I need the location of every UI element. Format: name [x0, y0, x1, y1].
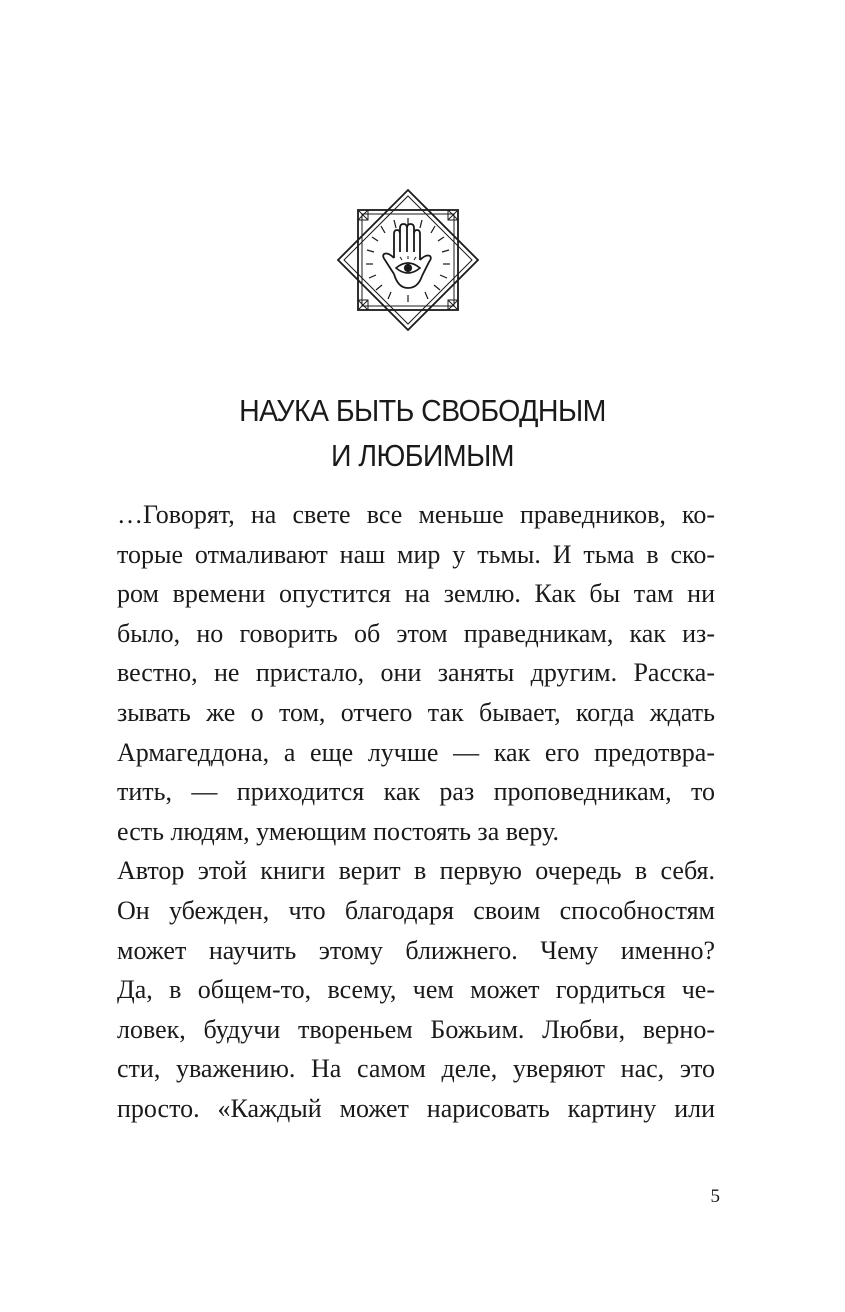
text-line: Он убежден, что благодаря своим способностям	[117, 895, 715, 925]
chapter-title-line-2: И ЛЮБИМЫМ	[331, 438, 514, 473]
hamsa-hand-eye-icon	[336, 188, 480, 332]
text-line: вестно, не пристало, они заняты другим. Расска-	[117, 658, 715, 688]
text-line: торые отмаливают наш мир у тьмы. И тьма в ско-	[117, 539, 715, 569]
body-text	[117, 495, 715, 1129]
hamsa-emblem-icon	[336, 188, 480, 332]
text-line: просто. «Каждый может нарисовать картину или	[117, 1093, 715, 1123]
page-number: 5	[710, 1186, 720, 1207]
paragraph-2	[117, 851, 715, 1128]
text-line: ром времени опустится на землю. Как бы там ни	[117, 579, 715, 609]
text-line: тить, — приходится как раз проповедникам, то	[117, 777, 715, 807]
text-line: ловек, будучи твореньем Божьим. Любви, верно-	[117, 1014, 715, 1044]
paragraph-1	[117, 495, 715, 851]
chapter-title	[34, 388, 811, 478]
text-line: сти, уважению. На самом деле, уверяют нас, это	[117, 1054, 715, 1084]
text-line: есть людям, умеющим постоять за веру.	[117, 816, 559, 846]
text-line: зывать же о том, отчего так бывает, когда ждать	[117, 697, 715, 727]
text-line: …Говорят, на свете все меньше праведников, ко-	[117, 500, 715, 529]
chapter-title-line-1: НАУКА БЫТЬ СВОБОДНЫМ	[239, 393, 606, 428]
text-line: было, но говорить об этом праведникам, как из-	[117, 618, 715, 648]
text-line: может научить этому ближнего. Чему именно?	[117, 935, 715, 965]
text-line: Автор этой книги верит в первую очередь в себя.	[117, 856, 715, 886]
text-line: Да, в общем-то, всему, чем может гордиться че-	[117, 975, 715, 1005]
text-line: Армагеддона, а еще лучше — как его предотвра-	[117, 737, 715, 767]
